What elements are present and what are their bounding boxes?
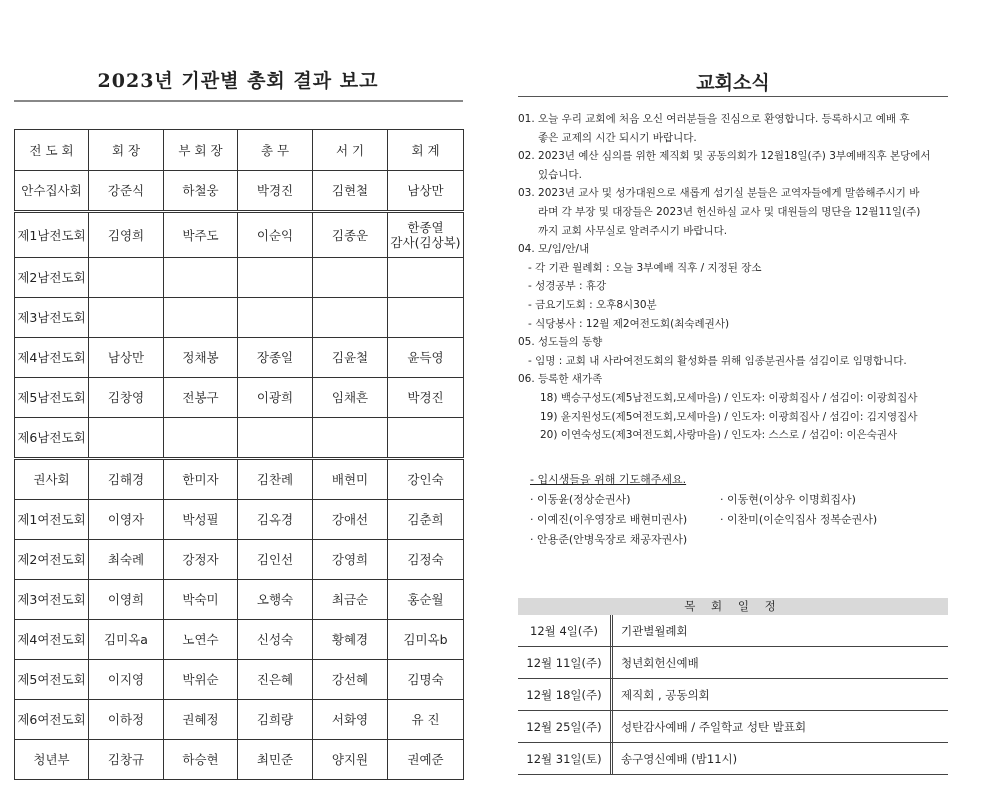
officer-cell: 박경진 bbox=[238, 171, 313, 212]
table-row bbox=[15, 500, 464, 540]
officer-cell: 한미자 bbox=[164, 459, 238, 500]
officer-cell: 강준식 bbox=[89, 171, 164, 212]
table-header-cell: 서 기 bbox=[313, 130, 388, 171]
officer-cell: 남상만 bbox=[89, 338, 164, 378]
news-line: 04. 모/임/안/내 bbox=[518, 243, 590, 256]
officer-cell: 홍순월 bbox=[388, 580, 464, 620]
schedule-event: 제직회 , 공동의회 bbox=[621, 687, 710, 702]
news-line: 06. 등록한 새가족 bbox=[518, 373, 603, 386]
officer-cell: 하철웅 bbox=[164, 171, 238, 212]
officer-cell bbox=[388, 258, 464, 298]
prayer-item: · 이예진(이우영장로 배현미권사) bbox=[530, 513, 688, 526]
officer-cell bbox=[238, 298, 313, 338]
officer-cell: 황혜경 bbox=[313, 620, 388, 660]
group-name-cell: 청년부 bbox=[15, 740, 89, 780]
officer-cell: 이광희 bbox=[238, 378, 313, 418]
officer-cell: 강인숙 bbox=[388, 459, 464, 500]
table-row bbox=[15, 298, 464, 338]
officer-cell: 김옥경 bbox=[238, 500, 313, 540]
officer-cell: 이순익 bbox=[238, 212, 313, 258]
report-title: 2023년 기관별 총회 결과 보고 bbox=[97, 70, 379, 92]
news-line: 있습니다. bbox=[538, 168, 582, 181]
officer-cell: 김인선 bbox=[238, 540, 313, 580]
group-name-cell: 안수집사회 bbox=[15, 171, 89, 212]
officer-cell: 이영희 bbox=[89, 580, 164, 620]
officer-cell: 윤득영 bbox=[388, 338, 464, 378]
officer-cell: 권혜정 bbox=[164, 700, 238, 740]
officer-cell bbox=[313, 298, 388, 338]
officer-cell bbox=[313, 258, 388, 298]
group-name-cell: 제6남전도회 bbox=[15, 418, 89, 459]
officer-cell: 배현미 bbox=[313, 459, 388, 500]
group-name-cell: 제6여전도회 bbox=[15, 700, 89, 740]
officer-cell: 진은혜 bbox=[238, 660, 313, 700]
table-header-cell: 전 도 회 bbox=[15, 130, 89, 171]
news-line: 03. 2023년 교사 및 성가대원으로 새롭게 섬기실 분들은 교역자들에게 말씀해주시기 바 bbox=[518, 187, 920, 200]
news-line: 19) 윤지원성도(제5여전도회,모세마을) / 인도자: 이광희집사 / 섬김이: 김지영집사 bbox=[540, 410, 918, 423]
table-row bbox=[15, 620, 464, 660]
officer-cell: 김해경 bbox=[89, 459, 164, 500]
officer-cell bbox=[238, 258, 313, 298]
officer-cell: 박경진 bbox=[388, 378, 464, 418]
table-row bbox=[15, 418, 464, 459]
officer-cell: 김명숙 bbox=[388, 660, 464, 700]
schedule-date: 12월 25일(주) bbox=[518, 711, 613, 742]
officer-cell bbox=[388, 418, 464, 459]
officer-cell bbox=[164, 418, 238, 459]
news-line: 01. 오늘 우리 교회에 처음 오신 여러분들을 진심으로 환영합니다. 등록하시고 예배 후 bbox=[518, 113, 910, 125]
table-header-cell: 부 회 장 bbox=[164, 130, 238, 171]
officer-cell: 강정자 bbox=[164, 540, 238, 580]
officer-cell: 김찬례 bbox=[238, 459, 313, 500]
prayer-item: · 안용준(안병욱장로 채공자권사) bbox=[530, 533, 688, 546]
officer-cell bbox=[164, 258, 238, 298]
officer-cell bbox=[313, 418, 388, 459]
group-name-cell: 제4남전도회 bbox=[15, 338, 89, 378]
table-header-cell: 총 무 bbox=[238, 130, 313, 171]
prayer-item: · 이동윤(정상순권사) bbox=[530, 493, 631, 506]
officer-cell: 이영자 bbox=[89, 500, 164, 540]
officer-cell bbox=[89, 258, 164, 298]
schedule-date: 12월 18일(주) bbox=[518, 679, 613, 710]
group-name-cell: 권사회 bbox=[15, 459, 89, 500]
group-name-cell: 제5남전도회 bbox=[15, 378, 89, 418]
officer-cell: 최금순 bbox=[313, 580, 388, 620]
officer-cell: 노연수 bbox=[164, 620, 238, 660]
prayer-heading: - 입시생들을 위해 기도해주세요. bbox=[530, 473, 687, 486]
schedule-date: 12월 4일(주) bbox=[518, 615, 613, 646]
officer-cell: 양지원 bbox=[313, 740, 388, 780]
officer-cell: 신성숙 bbox=[238, 620, 313, 660]
group-name-cell: 제3남전도회 bbox=[15, 298, 89, 338]
table-header-row bbox=[15, 130, 464, 171]
table-row bbox=[15, 378, 464, 418]
officer-cell: 전봉구 bbox=[164, 378, 238, 418]
table-header-cell: 회 장 bbox=[89, 130, 164, 171]
news-list bbox=[518, 110, 948, 445]
officer-cell: 이지영 bbox=[89, 660, 164, 700]
news-line: 라며 각 부장 및 대장들은 2023년 헌신하실 교사 및 대원들의 명단을 12월11일(주) bbox=[538, 205, 921, 218]
officer-cell: 강애선 bbox=[313, 500, 388, 540]
schedule-row bbox=[518, 711, 948, 743]
officer-cell: 강영희 bbox=[313, 540, 388, 580]
officer-cell: 유 진 bbox=[388, 700, 464, 740]
officer-cell: 임채흔 bbox=[313, 378, 388, 418]
schedule-table bbox=[518, 598, 948, 775]
schedule-row bbox=[518, 743, 948, 775]
officer-cell: 박숙미 bbox=[164, 580, 238, 620]
officer-cell: 김미옥b bbox=[388, 620, 464, 660]
news-line: 05. 성도들의 동향 bbox=[518, 336, 603, 349]
prayer-item: · 이찬미(이순익집사 정복순권사) bbox=[720, 513, 878, 526]
schedule-event: 성탄감사예배 / 주일학교 성탄 발표회 bbox=[621, 719, 807, 734]
group-name-cell: 제3여전도회 bbox=[15, 580, 89, 620]
officer-cell: 김현철 bbox=[313, 171, 388, 212]
group-name-cell: 제1남전도회 bbox=[15, 212, 89, 258]
table-row bbox=[15, 338, 464, 378]
officer-cell bbox=[388, 298, 464, 338]
schedule-row bbox=[518, 647, 948, 679]
officer-cell: 이하정 bbox=[89, 700, 164, 740]
officer-cell: 오행숙 bbox=[238, 580, 313, 620]
news-line: - 금요기도회 : 오후8시30분 bbox=[528, 298, 657, 311]
officer-cell: 하승현 bbox=[164, 740, 238, 780]
group-name-cell: 제5여전도회 bbox=[15, 660, 89, 700]
officer-cell: 최민준 bbox=[238, 740, 313, 780]
group-name-cell: 제2여전도회 bbox=[15, 540, 89, 580]
table-row bbox=[15, 459, 464, 500]
news-title: 교회소식 bbox=[696, 72, 770, 94]
officer-cell: 김종운 bbox=[313, 212, 388, 258]
table-row bbox=[15, 740, 464, 780]
title-divider bbox=[14, 100, 463, 102]
news-line: 까지 교회 사무실로 알려주시기 바랍니다. bbox=[538, 224, 728, 237]
table-row bbox=[15, 258, 464, 298]
prayer-item: · 이동현(이상우 이명희집사) bbox=[720, 493, 856, 506]
schedule-event: 기관별월례회 bbox=[621, 623, 688, 638]
table-row bbox=[15, 700, 464, 740]
officer-cell bbox=[89, 298, 164, 338]
table-row bbox=[15, 212, 464, 258]
officer-cell: 한종열 감사(김상복) bbox=[388, 212, 464, 258]
schedule-date: 12월 11일(주) bbox=[518, 647, 613, 678]
officer-cell: 남상만 bbox=[388, 171, 464, 212]
officer-cell: 서화영 bbox=[313, 700, 388, 740]
schedule-row bbox=[518, 679, 948, 711]
officer-cell bbox=[164, 298, 238, 338]
schedule-row bbox=[518, 615, 948, 647]
officer-cell: 김영희 bbox=[89, 212, 164, 258]
table-row bbox=[15, 171, 464, 212]
organization-table bbox=[14, 129, 464, 780]
officer-cell: 박위순 bbox=[164, 660, 238, 700]
officer-cell: 김정숙 bbox=[388, 540, 464, 580]
officer-cell: 김창규 bbox=[89, 740, 164, 780]
news-line: - 각 기관 월례회 : 오늘 3부예배 직후 / 지정된 장소 bbox=[528, 261, 762, 274]
officer-cell bbox=[89, 418, 164, 459]
news-divider bbox=[518, 96, 948, 97]
table-row bbox=[15, 660, 464, 700]
officer-cell: 권예준 bbox=[388, 740, 464, 780]
group-name-cell: 제2남전도회 bbox=[15, 258, 89, 298]
group-name-cell: 제1여전도회 bbox=[15, 500, 89, 540]
prayer-section bbox=[530, 470, 950, 550]
schedule-date: 12월 31일(토) bbox=[518, 743, 613, 774]
officer-cell: 강선혜 bbox=[313, 660, 388, 700]
officer-cell: 장종일 bbox=[238, 338, 313, 378]
group-name-cell: 제4여전도회 bbox=[15, 620, 89, 660]
news-line: - 성경공부 : 휴강 bbox=[528, 280, 607, 293]
officer-cell: 김창영 bbox=[89, 378, 164, 418]
officer-cell: 최숙례 bbox=[89, 540, 164, 580]
officer-cell: 김미옥a bbox=[89, 620, 164, 660]
news-line: - 임명 : 교회 내 사라여전도회의 활성화를 위해 임종분권사를 섬김이로 임명합니다. bbox=[528, 354, 907, 367]
table-row bbox=[15, 540, 464, 580]
news-line: - 식당봉사 : 12월 제2여전도회(최숙례권사) bbox=[528, 317, 730, 330]
table-header-cell: 회 계 bbox=[388, 130, 464, 171]
officer-cell bbox=[238, 418, 313, 459]
news-line: 20) 이연숙성도(제3여전도회,사랑마을) / 인도자: 스스로 / 섬김이: 이은숙권사 bbox=[540, 429, 898, 442]
officer-cell: 김윤철 bbox=[313, 338, 388, 378]
table-row bbox=[15, 580, 464, 620]
news-line: 02. 2023년 예산 심의를 위한 제직회 및 공동의회가 12월18일(주) 3부예배직후 본당에서 bbox=[518, 150, 931, 163]
schedule-event: 청년회헌신예배 bbox=[621, 655, 699, 670]
schedule-event: 송구영신예배 (밤11시) bbox=[621, 751, 738, 766]
officer-cell: 정채봉 bbox=[164, 338, 238, 378]
news-line: 18) 백승구성도(제5남전도회,모세마을) / 인도자: 이광희집사 / 섬김이: 이광희집사 bbox=[540, 391, 918, 404]
officer-cell: 박성필 bbox=[164, 500, 238, 540]
officer-cell: 박주도 bbox=[164, 212, 238, 258]
officer-cell: 김춘희 bbox=[388, 500, 464, 540]
news-line: 좋은 교제의 시간 되시기 바랍니다. bbox=[538, 131, 697, 144]
officer-cell: 김희량 bbox=[238, 700, 313, 740]
schedule-title: 목 회 일 정 bbox=[518, 598, 948, 615]
